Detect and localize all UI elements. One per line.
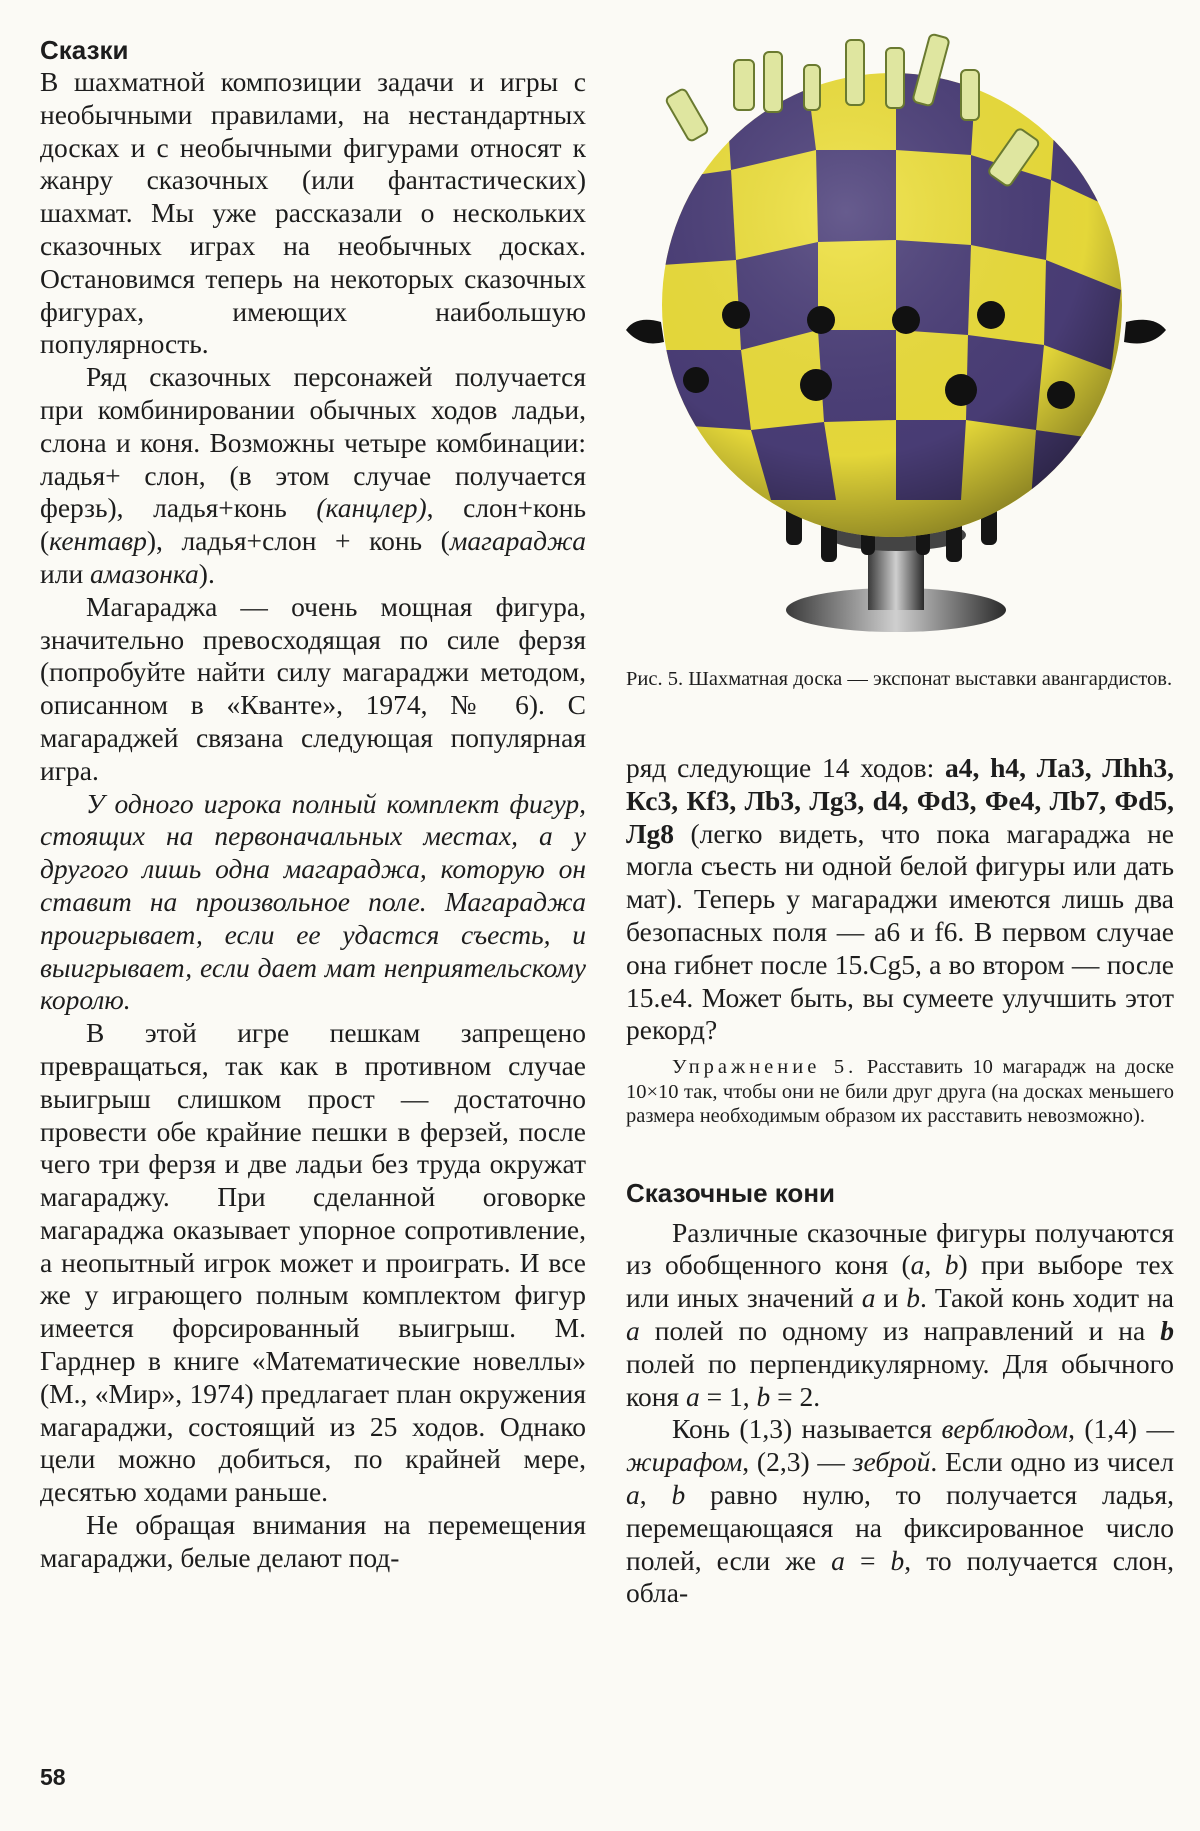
text-run: . Такой конь ходит на: [920, 1282, 1174, 1314]
term-zebra: зеброй: [852, 1446, 931, 1478]
text-run: равно нулю, то получается ладья, перемещающаяся на фиксированное число полей, если же: [626, 1479, 1175, 1576]
term-giraffe: жирафом: [626, 1446, 743, 1478]
text-run: или: [40, 557, 91, 589]
text-run: полей по одному из направлений и на: [639, 1315, 1161, 1347]
spherical-chessboard-illustration: [606, 30, 1166, 655]
paragraph-maharaja: Магараджа — очень мощная фигура, значительно превосходящая по силе ферзя (попробуйте найти силу магараджи методом, описанном в «Кванте», 1974, № 6). С магараджей связана следующая популярная игра.: [40, 590, 586, 786]
paragraph-moves-start: Не обращая внимания на перемещения магараджи, белые делают под-: [40, 1509, 586, 1573]
text-run: полей по перпендикулярному. Для обычного коня: [626, 1347, 1174, 1412]
section-heading-fairy-tales: Сказки: [40, 35, 129, 65]
term-amazon: амазонка: [90, 557, 199, 589]
text-run: , то получается слон, обла-: [626, 1544, 1174, 1609]
text-run: = 1,: [699, 1380, 757, 1412]
text-run: ряд следующие 14 ходов:: [626, 752, 945, 783]
math-var: b: [906, 1282, 921, 1314]
page-number: 58: [40, 1764, 66, 1790]
text-run: и: [875, 1282, 907, 1314]
left-column: [40, 34, 586, 1575]
math-var: a: [685, 1380, 700, 1412]
text-run: ).: [198, 557, 215, 589]
text-run: ,: [639, 1479, 672, 1511]
term-centaur: кентавр: [49, 525, 147, 557]
text-run: , (1,4) —: [1068, 1413, 1174, 1445]
paragraph-pawns: В этой игре пешкам запрещено превращаться, так как в противном случае выигрыш слишком прост — достаточно провести обе крайние пешки в ферзей, после чего три ферзя и две ладьи без труда окружат магараджу. При сделанной оговорке магараджа оказывает упорное сопротивление, а неопытный игрок может и проиграть. И все же у играющего полным комплектом фигур имеется форсированный выигрыш. М. Гарднер в книге «Математические новеллы» (М., «Мир», 1974) предлагает план окружения магараджи, состоящий из 25 ходов. Однако цели можно добиться, по крайней мере, десятью ходами раньше.: [40, 1017, 586, 1508]
math-var: a: [861, 1282, 876, 1314]
paragraph-combinations: [40, 361, 586, 591]
text-run: . Если одно из чисел: [930, 1446, 1174, 1478]
text-run: ), ладья+слон + конь (: [146, 525, 450, 557]
paragraph-intro: В шахматной композиции задачи и игры с необычными правилами, на нестандартных досках и с необычными фигурами относят к жанру сказочных (или фантастических) шахмат. Мы уже рассказали о нескольких сказочных играх на необычных досках. Остановимся теперь на некоторых сказочных фигурах, имеющих наибольшую популярность.: [40, 66, 586, 360]
figure-caption: Рис. 5. Шахматная доска — экспонат выставки авангардистов.: [626, 668, 1173, 690]
section-heading-fairy-knights: Сказочные кони: [626, 1177, 836, 1208]
math-var: b: [1160, 1315, 1174, 1347]
text-run: , слон+конь (: [40, 492, 586, 557]
text-run: , (2,3) —: [742, 1446, 853, 1478]
paragraph-named-knights: [626, 1413, 1174, 1610]
math-var: a, b: [910, 1249, 959, 1281]
paragraph-generalized-knight: [626, 1217, 1174, 1414]
moves-sequence: a4, h4, Ла3, Лhh3, Кс3, Кf3, Лb3, Лg3, d4, Фd3, Фе4, Лb7, Фd5, Лg8: [626, 752, 1174, 849]
text-run: Ряд сказочных персонажей получается при комбинировании обычных ходов ладьи, слона и коня. Возможны четыре комбинации: ладья+ слон, (в этом случае получается ферзь), ладья+конь: [40, 361, 586, 524]
term-camel: верблюдом: [941, 1413, 1069, 1445]
text-run: (легко видеть, что пока магараджа не могла съесть ни одной белой фигуры или дать мат). Теперь у магараджи имеются лишь два безопасных поля — а6 и f6. В первом случае она гибнет после 15.Cg5, а во втором — после 15.e4. Может быть, вы сумеете улучшить этот рекорд?: [626, 817, 1174, 1046]
math-var: a: [831, 1544, 845, 1576]
text-run: = 2.: [770, 1380, 821, 1412]
term-maharaja: магараджа: [449, 525, 586, 557]
exercise-text: Расставить 10 магарадж на доске 10×10 так, чтобы они не били друг друга (на досках меньшего размера необходимым образом их расставить невозможно).: [626, 1056, 1174, 1128]
math-var: b: [890, 1544, 905, 1576]
right-column: [626, 752, 1174, 1610]
math-var: b: [671, 1479, 686, 1511]
text-run: ) при выборе тех или иных значений: [626, 1249, 1174, 1314]
text-run: Различные сказочные фигуры получаются из обобщенного коня (: [626, 1216, 1174, 1281]
exercise-label: Упражнение 5.: [672, 1056, 858, 1079]
math-var: b: [756, 1380, 771, 1412]
term-chancellor: (канцлер): [316, 492, 427, 524]
exercise-5: [626, 1055, 1174, 1129]
paragraph-game-rules: У одного игрока полный комплект фигур, стоящих на первоначальных местах, а у другого лишь одна магараджа, которую он ставит на произвольное поле. Магараджа проигрывает, если ее удастся съесть, и выигрывает, если дает мат неприятельскому королю.: [40, 787, 586, 1016]
text-run: =: [844, 1544, 891, 1576]
math-var: a: [626, 1315, 640, 1347]
text-run: Конь (1,3) называется: [672, 1413, 942, 1445]
math-var: a: [626, 1479, 640, 1511]
paragraph-moves-list: [626, 752, 1174, 1047]
